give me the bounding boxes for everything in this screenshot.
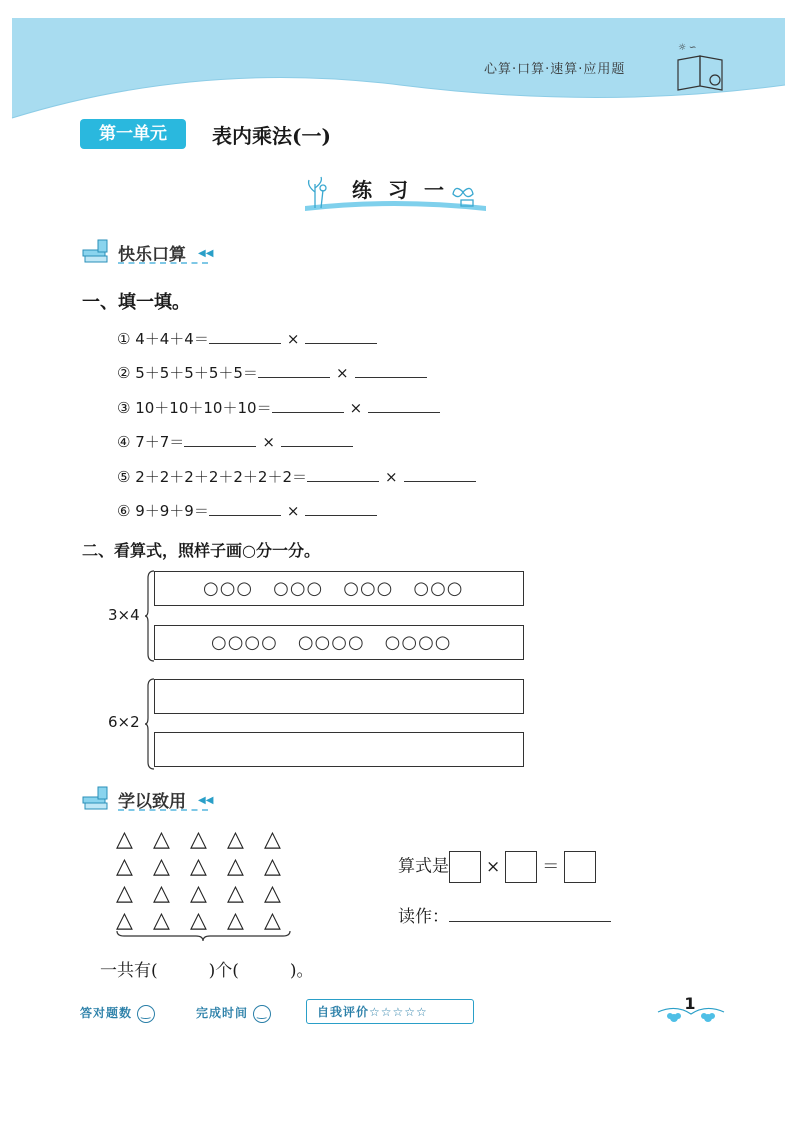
double-arrow-icon: ◀◀: [198, 795, 214, 806]
smiley-icon: ‿: [137, 1005, 155, 1023]
q1-title: 一、填一填。: [82, 292, 190, 313]
books-icon: [80, 236, 116, 266]
svg-text:☼ ∽: ☼ ∽: [678, 43, 697, 53]
answer-blank[interactable]: [184, 432, 256, 447]
q1-item-label: ① 4＋4＋4＝: [117, 330, 209, 348]
q1-item-label: ⑤ 2＋2＋2＋2＋2＋2＋2＝: [117, 468, 308, 486]
times-sign: ×: [486, 856, 501, 877]
rating-label: 自我评价☆☆☆☆☆: [317, 1005, 428, 1019]
practice-title: 练习一: [352, 178, 460, 202]
triangle: △: [264, 908, 281, 933]
correct-count: [80, 1004, 155, 1023]
flower-icon: [309, 177, 326, 208]
triangle: △: [264, 827, 281, 852]
equals-sign: ＝: [542, 856, 560, 877]
formula-box-2[interactable]: [505, 851, 537, 883]
triangle: △: [116, 854, 133, 879]
group1-row1-box: [154, 571, 524, 606]
triangle: △: [264, 881, 281, 906]
circle-group: ○○○: [203, 578, 254, 599]
triangle-row: [116, 880, 301, 907]
times-sign: ×: [286, 502, 300, 520]
triangle: △: [153, 908, 170, 933]
triangle-grid: [116, 826, 301, 934]
group1-row2-box: [154, 625, 524, 660]
answer-blank[interactable]: [355, 363, 427, 378]
triangle: △: [190, 827, 207, 852]
circle-group: ○○○○: [297, 632, 365, 653]
self-rating-box: [306, 999, 474, 1024]
completion-time: [196, 1004, 271, 1023]
answer-blank[interactable]: [305, 329, 377, 344]
read-label: 读作：: [398, 907, 449, 927]
answer-blank[interactable]: [209, 501, 281, 516]
times-sign: ×: [385, 468, 398, 486]
times-sign: ×: [349, 399, 363, 417]
triangle-row: [116, 853, 301, 880]
circle-group: ○○○: [273, 578, 324, 599]
section-underline: [118, 262, 208, 264]
q1-item-1: [117, 328, 377, 349]
times-sign: ×: [335, 364, 349, 382]
answer-blank[interactable]: [305, 501, 377, 516]
triangle: △: [153, 827, 170, 852]
triangle: △: [227, 854, 244, 879]
time-label: 完成时间: [196, 1006, 249, 1020]
q1-item-label: ⑥ 9＋9＋9＝: [117, 502, 209, 520]
q1-item-label: ④ 7＋7＝: [117, 433, 185, 451]
triangle: △: [153, 854, 170, 879]
page-number: 1: [684, 994, 696, 1013]
triangle: △: [116, 881, 133, 906]
triangle: △: [264, 854, 281, 879]
triangle: △: [153, 881, 170, 906]
q1-item-6: [117, 500, 377, 521]
group2-row2-box[interactable]: [154, 732, 524, 767]
q1-item-5: [117, 466, 476, 487]
triangle: △: [116, 908, 133, 933]
answer-blank[interactable]: [281, 432, 353, 447]
answer-blank[interactable]: [258, 363, 330, 378]
header-banner: [0, 0, 800, 130]
triangle-row: [116, 826, 301, 853]
q1-item-3: [117, 397, 440, 418]
books-icon: [80, 783, 116, 813]
times-sign: ×: [262, 433, 275, 451]
triangle: △: [190, 881, 207, 906]
times-sign: ×: [286, 330, 300, 348]
circle-group: ○○○○: [211, 632, 278, 653]
double-arrow-icon: ◀◀: [198, 248, 214, 259]
read-answer-line[interactable]: [449, 905, 611, 922]
q2-title: 二、看算式，照样子画○分一分。: [82, 541, 320, 560]
circle-group: ○○○○: [384, 632, 452, 653]
circle-group: ○○○: [413, 578, 464, 599]
answer-blank[interactable]: [368, 398, 440, 413]
bottom-brace-icon: [116, 930, 291, 942]
formula-box-3[interactable]: [564, 851, 596, 883]
q1-item-label: ③ 10＋10＋10＋10＝: [117, 399, 272, 417]
q1-item-2: [117, 362, 427, 383]
total-count-line: 一共有( )个( )。: [100, 961, 314, 981]
triangle: △: [227, 881, 244, 906]
unit-badge: 第一单元: [80, 119, 186, 149]
smiley-icon: ‿: [253, 1005, 271, 1023]
group2-row1-box[interactable]: [154, 679, 524, 714]
answer-blank[interactable]: [272, 398, 344, 413]
triangle: △: [190, 854, 207, 879]
group2-label: 6×2: [108, 713, 140, 731]
section-underline: [118, 809, 208, 811]
triangle: △: [227, 908, 244, 933]
answer-blank[interactable]: [404, 467, 476, 482]
section-mental-label: 快乐口算: [118, 245, 186, 265]
section-apply-label: 学以致用: [118, 792, 186, 812]
formula-label: 算式是: [398, 856, 449, 877]
q1-item-4: [117, 431, 353, 452]
triangle: △: [227, 827, 244, 852]
read-row: [398, 902, 611, 927]
group1-label: 3×4: [108, 606, 140, 624]
series-title: 心算·口算·速算·应用题: [484, 62, 626, 77]
answer-blank[interactable]: [209, 329, 281, 344]
answer-blank[interactable]: [307, 467, 379, 482]
q1-item-label: ② 5＋5＋5＋5＋5＝: [117, 364, 258, 382]
triangle: △: [190, 908, 207, 933]
unit-title: 表内乘法(一): [212, 124, 331, 148]
triangle: △: [116, 827, 133, 852]
formula-row: [398, 851, 596, 883]
formula-box-1[interactable]: [449, 851, 481, 883]
correct-label: 答对题数: [80, 1006, 133, 1020]
circle-group: ○○○: [343, 578, 394, 599]
